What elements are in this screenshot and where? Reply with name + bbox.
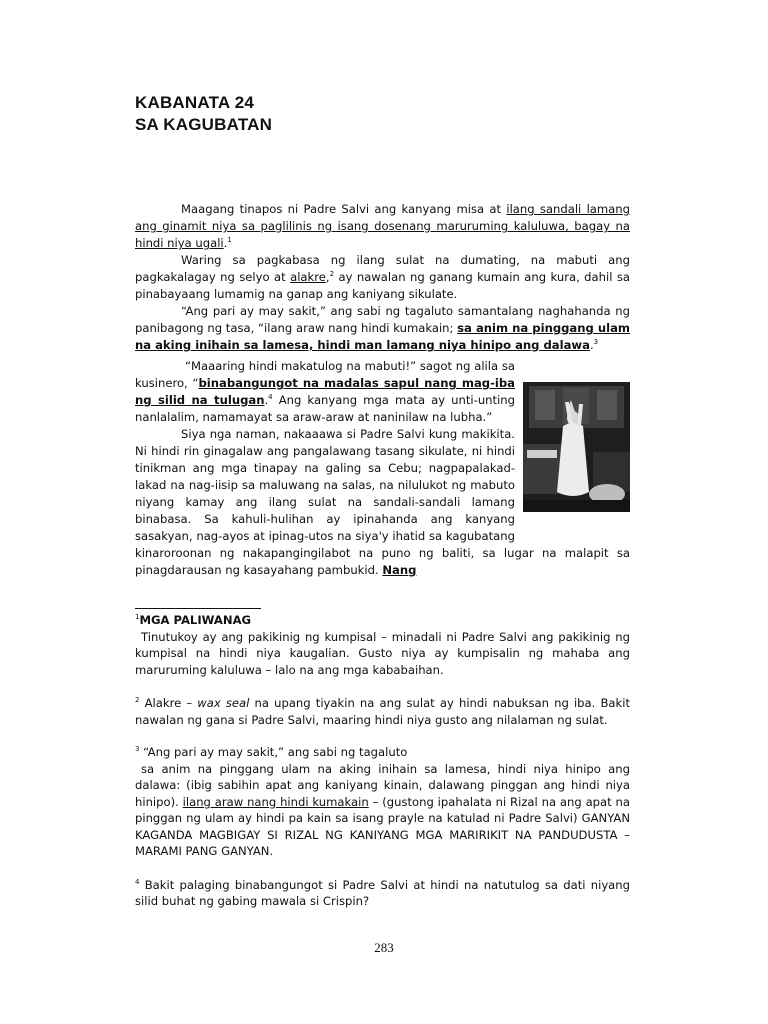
paragraph-1: Maagang tinapos ni Padre Salvi ang kanyang misa at ilang sandali lamang ang ginamit niya sa paglilinis ng isang dosenang maruruming kaluluwa, bagay na hindi niya ugali.$^1$ [135,202,630,250]
paragraph-2: Waring sa pagkabasa ng ilang sulat na dumating, na mabuti ang pagkakalagay ng selyo at alakre,$^2$ ay nawalan ng ganang kumain ang kura, dahil sa pinabayaang lumamig na ganap ang kaniyang sikulate. [135,253,630,301]
footnote-divider [135,608,261,609]
page-number: 283 [374,940,394,955]
footnote-heading: $^1$MGA PALIWANAG [135,613,252,627]
chapter-number: KABANATA 24 [135,93,255,112]
footnote-2: $^2$ Alakre – wax seal na upang tiyakin na ang sulat ay hindi nabuksan ng iba. Bakit nawalan ng gana si Padre Salvi, maaring hindi niya gusto ang nilalaman ng sulat. [135,696,630,727]
paragraph-3: “Ang pari ay may sakit,” ang sabi ng tagaluto samantalang naghahanda ng panibagong ng tasa, “ilang araw nang hindi kumakain; sa anim na pinggang ulam na aking inihain sa lamesa, hindi man lamang niya hinipo ang dalawa.$^3$ [135,304,630,352]
footnote-3: sa anim na pinggang ulam na aking inihain sa lamesa, hindi niya hinipo ang dalawa: (ibig sabihin apat ang kaniyang kinain, dalawang pinggan ang hindi niya hinipo). ilang araw nang hindi kumakain – (gustong ipahalata ni Rizal na ang apat na pinggan ng ulam ay hindi pa kain sa isang prayle na katulad ni Padre Salvi) GANYAN KAGANDA MAGBIGAY SI RIZAL NG KANIYANG MGA MARIRIKIT NA PANDUDUSTA – MARAMI PANG GANYAN. [135,761,630,858]
footnote-4: $^4$ Bakit palaging binabangungot si Padre Salvi at hindi na natutulog sa dati niyang silid buhat ng gabing mawala si Crispin? [135,877,630,908]
paragraph-4: “Maaaring hindi makatulog na mabuti!” sagot ng alila sa kusinero, “binabangungot na madalas sapul nang mag-iba ng silid na tulugan.$^4$ Ang kanyang mga mata ay unti-unting nanlalalim, namamayat sa araw-araw at naninilaw na lubha.” [135,359,515,424]
paragraph-5-continuation: Nang [382,563,417,577]
footnotes [135,612,630,910]
priest-at-altar-photo [523,382,630,512]
footnote-1: Tinutukoy ay ang pakikinig ng kumpisal – minadali ni Padre Salvi ang pakikinig ng kumpisal na hindi niya kaugalian. Gusto niya ay kumpisalin ng mahaba ang maruruming kaluluwa – lalo na ang mga kababaihan. [135,629,630,677]
chapter-title [135,92,272,136]
priest-illustration [523,382,630,512]
body-text-top [135,201,630,354]
paragraph-5-text: Siya nga naman, nakaaawa si Padre Salvi kung makikita. Ni hindi rin ginagalaw ang pangalawang tasang sikulate, ni hindi tinikman ang mga tinapay na galing sa Cebu; nagpapalakad-lakad na nag-iisip sa maluwang na salas, na nilulukot ng mabuto niyang kamay ang ilang sulat na sandali-sandali lamang binabasa. Sa kahuli-hulihan ay ipinahanda ang kanyang sasakyan, nag-ayos at ipinag-utos na siya'y ihatid sa kagubatang kinaroroonan ng nakapangingilabot na puno ng baliti, sa lugar na malapit sa pinagdarausan ng kasayahang pambukid. [135,427,630,577]
footnote-3-heading: $^3$ “Ang pari ay may sakit,” ang sabi ng tagaluto [135,745,408,759]
chapter-name: SA KAGUBATAN [135,115,273,134]
